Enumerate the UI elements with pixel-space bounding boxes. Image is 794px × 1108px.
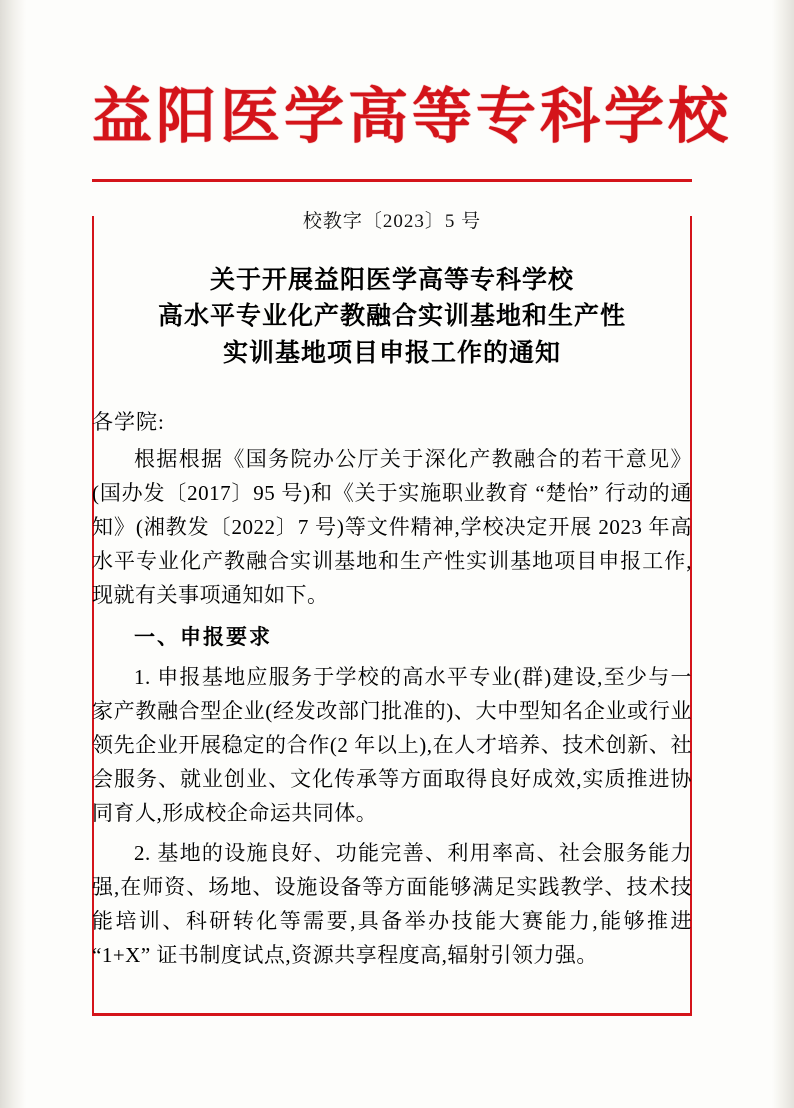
masthead-divider-rule [92,179,692,182]
document-title-line-2: 高水平专业化产教融合实训基地和生产性 [157,303,626,331]
salutation: 各学院: [92,409,165,434]
document-title-line-1: 关于开展益阳医学高等专科学校 [209,267,574,294]
body-paragraph-1: 根据根据《国务院办公厅关于深化产教融合的若干意见》(国办发〔2017〕95 号)和《关于实施职业教育 “楚怡” 行动的通知》(湘教发〔2022〕7 号)等文件精神,学校决定开展 2023 年高水平专业化产教融合实训基地和生产性实训基地项目申报工作,现就有关事项通知如下。 [92,446,692,607]
bottom-red-rule [92,1013,692,1016]
document-title-line-3: 实训基地项目申报工作的通知 [222,339,561,367]
requirement-item-2: 2. 基地的设施良好、功能完善、利用率高、社会服务能力强,在师资、场地、设施设备等方面能够满足实践教学、技术技能培训、科研转化等需要,具备举办技能大赛能力,能够推进 “1+X” 证书制度试点,资源共享程度高,辐射引领力强。 [92,840,692,967]
masthead [92,84,732,150]
document-title [92,263,692,372]
institution-name: 益阳医学高等专科学校 [92,84,732,150]
document-number: 校教字〔2023〕5 号 [302,211,482,232]
section-heading-requirements: 一、申报要求 [134,624,272,649]
document-body [92,0,732,972]
requirement-item-1: 1. 申报基地应服务于学校的高水平专业(群)建设,至少与一家产教融合型企业(经发改部门批准的)、大中型知名企业或行业领先企业开展稳定的合作(2 年以上),在人才培养、技术创新、社会服务、就业创业、文化传承等方面取得良好成效,实质推进协同育人,形成校企命运共同体。 [92,664,692,825]
